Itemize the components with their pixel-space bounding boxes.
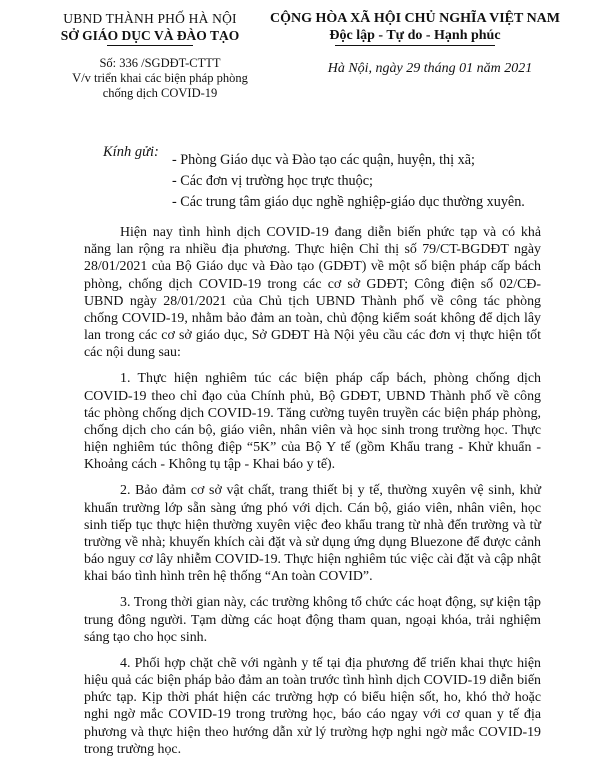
recipient-item: - Phòng Giáo dục và Đào tạo các quận, huyện, thị xã; <box>172 152 475 168</box>
country-name: CỘNG HÒA XÃ HỘI CHỦ NGHĨA VIỆT NAM <box>269 11 560 26</box>
department-name: SỞ GIÁO DỤC VÀ ĐÀO TẠO <box>60 28 240 43</box>
salutation: Kính gửi: <box>103 144 159 160</box>
issue-date: Hà Nội, ngày 29 tháng 01 năm 2021 <box>327 61 533 76</box>
city-agency-name: UBND THÀNH PHỐ HÀ NỘI <box>63 11 237 26</box>
national-motto: Độc lập - Tự do - Hạnh phúc <box>329 28 501 43</box>
document-number: Số: 336 /SGDĐT-CTTT <box>99 56 221 70</box>
recipient-item: - Các đơn vị trường học trực thuộc; <box>172 173 373 189</box>
subject-line-1: V/v triển khai các biện pháp phòng <box>72 71 248 85</box>
document-body <box>84 224 541 767</box>
agency-underline <box>107 45 193 46</box>
item-1-paragraph: 1. Thực hiện nghiêm túc các biện pháp cấp bách, phòng chống dịch COVID-19 theo chỉ đạo của Chính phủ, Bộ GDĐT, UBND Thành phố về công tác phòng chống dịch COVID-19. Tăng cường tuyên truyền các biện pháp phòng, chống dịch cho cán bộ, giáo viên, nhân viên và học sinh trong trường học. Thực hiện nghiêm túc thông điệp “5K” của Bộ Y tế (gồm Khẩu trang - Khử khuẩn - Khoảng cách - Không tụ tập - Khai báo y tế). <box>84 371 541 473</box>
recipient-item: - Các trung tâm giáo dục nghề nghiệp-giáo dục thường xuyên. <box>172 194 525 210</box>
item-3-paragraph: 3. Trong thời gian này, các trường không tổ chức các hoạt động, sự kiện tập trung đông người. Tạm dừng các hoạt động tham quan, ngoại khóa, trải nghiệm sáng tạo cho học sinh. <box>84 595 541 645</box>
motto-underline <box>335 45 495 46</box>
intro-paragraph: Hiện nay tình hình dịch COVID-19 đang diễn biến phức tạp và có khả năng lan rộng ra nhiều địa phương. Thực hiện Chỉ thị số 79/CT-BGDĐT ngày 28/01/2021 của Bộ Giáo dục và Đào tạo (GDĐT) về một số biện pháp cấp bách phòng, chống dịch COVID-19 trong các cơ sở GDĐT; Công điện số 02/CĐ-UBND ngày 28/01/2021 của Chủ tịch UBND Thành phố về công tác phòng chống COVID-19, nhằm bảo đảm an toàn, chủ động kiểm soát không để dịch lây lan trong các cơ sở giáo dục, Sở GDĐT Hà Nội yêu cầu các đơn vị thực hiện tốt các nội dung sau: <box>84 225 541 361</box>
item-2-paragraph: 2. Bảo đảm cơ sở vật chất, trang thiết bị y tế, thường xuyên vệ sinh, khử khuẩn trường lớp sẵn sàng ứng phó với dịch. Cán bộ, giáo viên, nhân viên, học sinh tiếp tục thực hiện thường xuyên việc đeo khẩu trang từ nhà đến trường và từ trường về nhà; khuyến khích cài đặt và sử dụng ứng dụng Bluezone để được cảnh báo nguy cơ lây nhiễm COVID-19. Thực hiện nghiêm túc việc cài đặt và cập nhật khai báo tình hình trên hệ thống “An toàn COVID”. <box>84 483 541 585</box>
issuing-agency-header <box>40 10 260 46</box>
recipient-list <box>172 150 525 213</box>
subject-line-2: chống dịch COVID-19 <box>102 86 218 100</box>
national-motto-header <box>255 10 575 46</box>
document-reference <box>60 56 260 101</box>
item-4-paragraph: 4. Phối hợp chặt chẽ với ngành y tế tại địa phương để triển khai thực hiện hiệu quả các biện pháp bảo đảm an toàn trước tình hình dịch COVID-19 diễn biến phức tạp. Kịp thời phát hiện các trường hợp có biểu hiện sốt, ho, khó thở hoặc nghi ngờ mắc COVID-19 trong trường học, báo cáo ngay với cơ quan y tế địa phương và thực hiện theo hướng dẫn xử lý trường hợp nghi ngờ mắc COVID-19 trong trường học. <box>84 655 541 757</box>
